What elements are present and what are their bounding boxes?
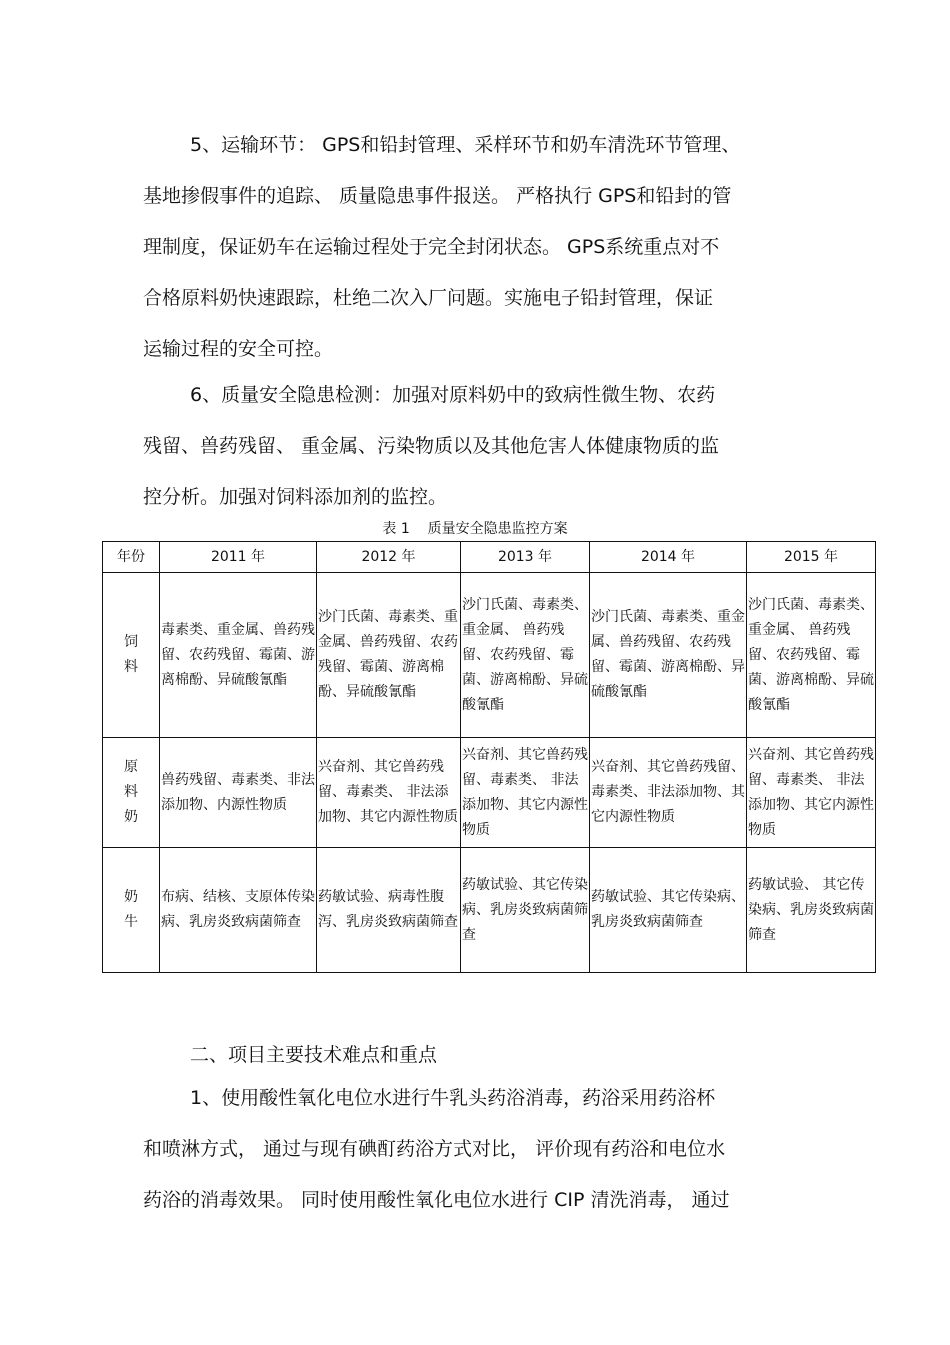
- table-row: [103, 573, 876, 738]
- table-cell: 药敏试验、病毒性腹泻、乳房炎致病菌筛查: [317, 848, 461, 973]
- row-label-text: 饲料: [123, 634, 138, 675]
- paragraph-line: 运输过程的安全可控。: [143, 338, 334, 360]
- paragraph-line: 1、使用酸性氧化电位水进行牛乳头药浴消毒，药浴采用药浴杯: [190, 1087, 716, 1109]
- row-label-text: 原料奶: [123, 759, 138, 825]
- paragraph-line: 控分析。加强对饲料添加剂的监控。: [143, 486, 448, 508]
- paragraph-line: 和喷淋方式， 通过与现有碘酊药浴方式对比， 评价现有药浴和电位水: [143, 1138, 726, 1160]
- section-heading: 二、项目主要技术难点和重点: [190, 1044, 438, 1066]
- header-2013: 2013 年: [461, 542, 590, 573]
- table-caption: 表 1 质量安全隐患监控方案: [382, 521, 568, 537]
- row-label-cow: [103, 848, 160, 973]
- row-label-text: 奶牛: [123, 889, 138, 930]
- table-cell: 沙门氏菌、毒素类、重金属、兽药残留、农药残留、霉菌、游离棉酚、异硫酸氰酯: [590, 573, 747, 738]
- table-cell: 沙门氏菌、毒素类、重金属、 兽药残留、农药残留、霉菌、游离棉酚、异硫酸氰酯: [461, 573, 590, 738]
- header-2012: 2012 年: [317, 542, 461, 573]
- table-cell: 兴奋剂、其它兽药残留、毒素类、非法添加物、其它内源性物质: [590, 738, 747, 848]
- table-cell: 兽药残留、毒素类、非法添加物、内源性物质: [160, 738, 317, 848]
- table-row: [103, 848, 876, 973]
- monitoring-plan-table: [102, 541, 876, 973]
- table-cell: 沙门氏菌、毒素类、重金属、 兽药残留、农药残留、霉菌、游离棉酚、异硫酸氰酯: [747, 573, 876, 738]
- table-cell: 药敏试验、其它传染病、乳房炎致病菌筛查: [461, 848, 590, 973]
- table-cell: 药敏试验、 其它传染病、乳房炎致病菌筛查: [747, 848, 876, 973]
- paragraph-line: 理制度，保证奶车在运输过程处于完全封闭状态。 GPS系统重点对不: [143, 236, 720, 258]
- row-label-feed: [103, 573, 160, 738]
- paragraph-line: 残留、兽药残留、 重金属、污染物质以及其他危害人体健康物质的监: [143, 435, 720, 457]
- paragraph-line: 药浴的消毒效果。 同时使用酸性氧化电位水进行 CIP 清洗消毒， 通过: [143, 1189, 730, 1211]
- header-2014: 2014 年: [590, 542, 747, 573]
- row-label-raw-milk: [103, 738, 160, 848]
- table-cell: 布病、结核、支原体传染病、乳房炎致病菌筛查: [160, 848, 317, 973]
- table-header-row: [103, 542, 876, 573]
- paragraph-line: 合格原料奶快速跟踪，杜绝二次入厂问题。实施电子铅封管理，保证: [143, 287, 714, 309]
- header-2011: 2011 年: [160, 542, 317, 573]
- paragraph-line: 6、质量安全隐患检测：加强对原料奶中的致病性微生物、农药: [190, 384, 716, 406]
- paragraph-line: 5、运输环节： GPS和铅封管理、采样环节和奶车清洗环节管理、: [190, 134, 741, 156]
- table-cell: 兴奋剂、其它兽药残留、毒素类、 非法添加物、其它内源性物质: [747, 738, 876, 848]
- table-row: [103, 738, 876, 848]
- table-cell: 药敏试验、其它传染病、乳房炎致病菌筛查: [590, 848, 747, 973]
- paragraph-line: 基地掺假事件的追踪、 质量隐患事件报送。 严格执行 GPS和铅封的管: [143, 185, 732, 207]
- header-2015: 2015 年: [747, 542, 876, 573]
- header-year: 年份: [103, 542, 160, 573]
- table-cell: 兴奋剂、其它兽药残留、毒素类、 非法添加物、其它内源性物质: [317, 738, 461, 848]
- table-cell: 兴奋剂、其它兽药残留、毒素类、 非法添加物、其它内源性物质: [461, 738, 590, 848]
- table-cell: 毒素类、重金属、兽药残留、农药残留、霉菌、游离棉酚、异硫酸氰酯: [160, 573, 317, 738]
- table-cell: 沙门氏菌、毒素类、重金属、兽药残留、农药残留、霉菌、游离棉酚、异硫酸氰酯: [317, 573, 461, 738]
